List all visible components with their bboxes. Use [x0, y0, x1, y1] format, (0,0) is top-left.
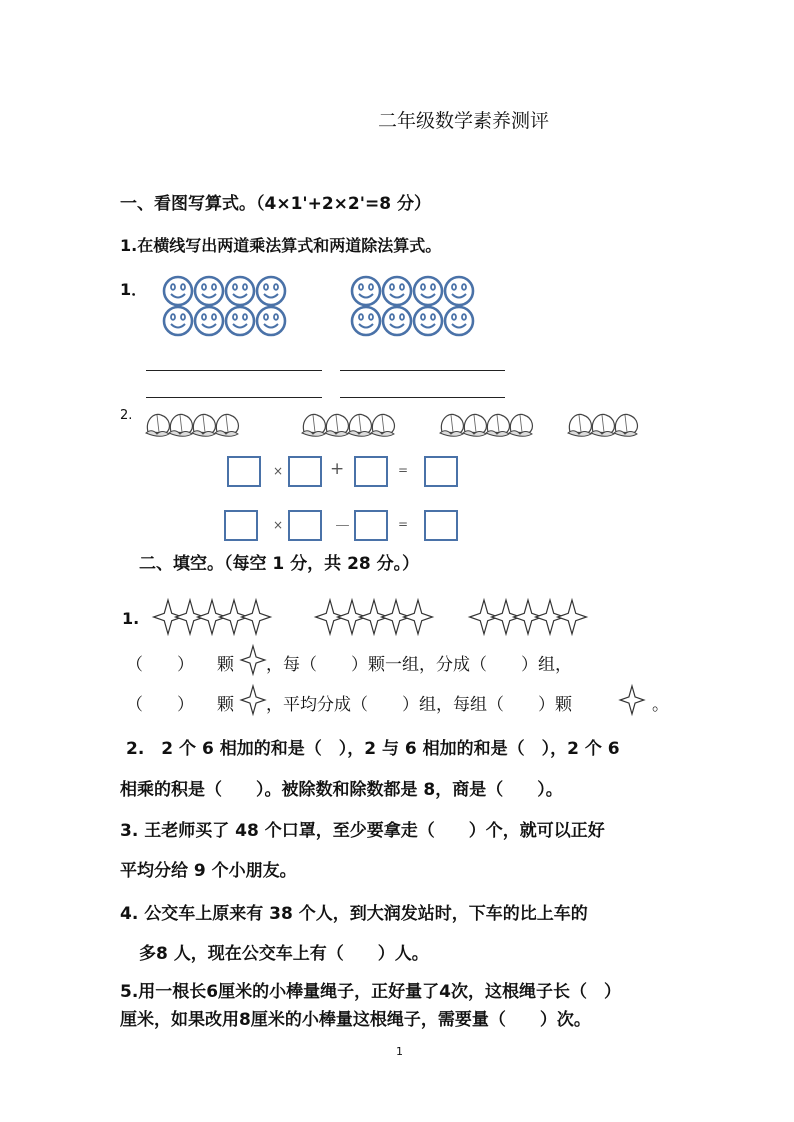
section-1-q1-label: 1．: [120, 280, 148, 299]
section-2-q5-line1: 5.用一根长6厘米的小棒量绳子，正好量了4次，这根绳子长（ ）: [120, 982, 621, 1002]
times-sign: ×: [273, 464, 284, 478]
four-point-star-icon: [241, 686, 265, 714]
four-point-star-icon: [241, 646, 265, 674]
section-2-q1-label: 1.: [122, 609, 140, 628]
section-2-q3-line2: 平均分给 9 个小朋友。: [120, 861, 297, 881]
section-2-q4-line2: 多8 人，现在公交车上有（ ）人。: [139, 944, 429, 964]
blank-paren[interactable]: （ ）: [126, 655, 194, 675]
text-ke: 颗: [217, 655, 234, 675]
blank-paren[interactable]: （ ）: [126, 695, 194, 715]
period: 。: [652, 695, 669, 715]
equals-sign: =: [398, 463, 409, 477]
times-sign: ×: [273, 518, 284, 532]
four-point-star-icon: [620, 686, 644, 714]
section-2-q4-line1: 4. 公交车上原来有 38 个人，到大润发站时，下车的比上车的: [120, 904, 588, 924]
text-ke: 颗: [217, 695, 234, 715]
minus-sign: －: [334, 517, 351, 537]
section-1-q1-instruction: 1.在横线写出两道乘法算式和两道除法算式。: [120, 236, 442, 255]
section-1-heading: 一、看图写算式。（4×1'+2×2'=8 分）: [120, 194, 431, 214]
page-number: 1: [396, 1045, 403, 1058]
plus-sign: +: [330, 459, 345, 479]
section-2-q3-line1: 3. 王老师买了 48 个口罩，至少要拿走（ ）个，就可以正好: [120, 821, 605, 841]
section-2-q5-line2: 厘米，如果改用8厘米的小棒量这根绳子，需要量（ ）次。: [120, 1010, 591, 1030]
section-2-q2-line1: 2. 2 个 6 相加的和是（ ），2 与 6 相加的和是（ ），2 个 6: [126, 739, 620, 759]
equals-sign: =: [398, 517, 409, 531]
section-2-heading: 二、填空。（每空 1 分，共 28 分。）: [139, 554, 420, 574]
page-title: 二年级数学素养测评: [378, 110, 550, 132]
section-2-q1-line2: ，平均分成（ ）组，每组（ ）颗: [266, 695, 572, 715]
section-1-q2-label: 2.: [120, 408, 133, 423]
section-2-q1-line1: ，每（ ）颗一组，分成（ ）组，: [266, 655, 572, 675]
section-2-q2-line2: 相乘的积是（ ）。被除数和除数都是 8，商是（ ）。: [120, 780, 563, 800]
